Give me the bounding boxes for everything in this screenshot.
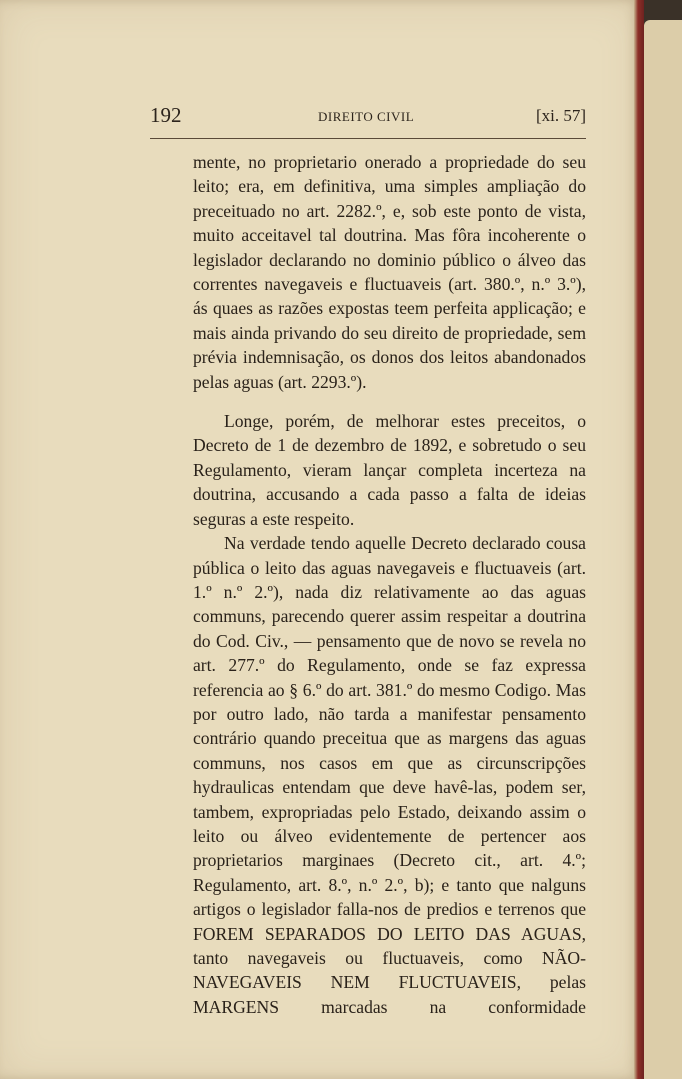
paragraph-2: Longe, porém, de melhorar estes preceitos, o Decreto de 1 de dezembro de 1892, e sobretudo o seu Regulamento, vieram lançar completa incerteza na doutrina, accusando a cada passo a falta de ideias seguras a este respeito. <box>193 411 586 529</box>
paragraph-1: mente, no proprietario onerado a propriedade do seu leito; era, em definitiva, uma simples ampliação do preceituado no art. 2282.º, e, sob este ponto de vista, muito acceitavel tal doutrina. Mas fôra incoherente o legislador declarando no dominio público o álveo das correntes navegaveis e fluctuaveis (art. 380.º, n.º 3.º), ás quaes as razões expostas teem perfeita applicação; e mais ainda privando do seu direito de propriedade, sem prévia indemnisação, os donos dos leitos abandonados pelas aguas (art. 2293.º). <box>193 152 586 392</box>
body-text <box>193 150 586 1019</box>
page-fore-edge <box>634 0 644 1079</box>
paragraph-3: Na verdade tendo aquelle Decreto declarado cousa pública o leito das aguas navegaveis e fluctuaveis (art. 1.º n.º 2.º), nada diz relativamente ao das aguas communs, parecendo querer assim respeitar a doutrina do Cod. Civ., — pensamento que de novo se revela no art. 277.º do Regulamento, onde se faz expressa referencia ao § 6.º do art. 381.º do mesmo Codigo. Mas por outro lado, não tarda a manifestar pensamento contrário quando preceitua que as margens das aguas communs, nos casos em que as circunscripções hydraulicas entendam que deve havê-las, podem ser, tambem, expropriadas pelo Estado, deixando assim o leito ou álveo evidentemente de pertencer aos proprietarios marginaes (Decreto cit., art. 4.º; Regulamento, art. 8.º, n.º 2.º, b); e tanto que nalguns artigos o legislador falla-nos de predios e terrenos que FOREM SEPARADOS DO LEITO DAS AGUAS, tanto navegaveis ou fluctuaveis, como NÃO-NAVEGAVEIS NEM FLUCTUAVEIS, pelas MARGENS marcadas na conformidade <box>193 533 586 1017</box>
page-number: 192 <box>150 103 182 127</box>
running-title: DIREITO CIVIL <box>318 109 415 124</box>
header-rule <box>150 138 586 139</box>
adjacent-page-edge <box>644 20 682 1079</box>
section-reference: [xi. 57] <box>535 106 586 125</box>
running-header <box>150 103 586 131</box>
